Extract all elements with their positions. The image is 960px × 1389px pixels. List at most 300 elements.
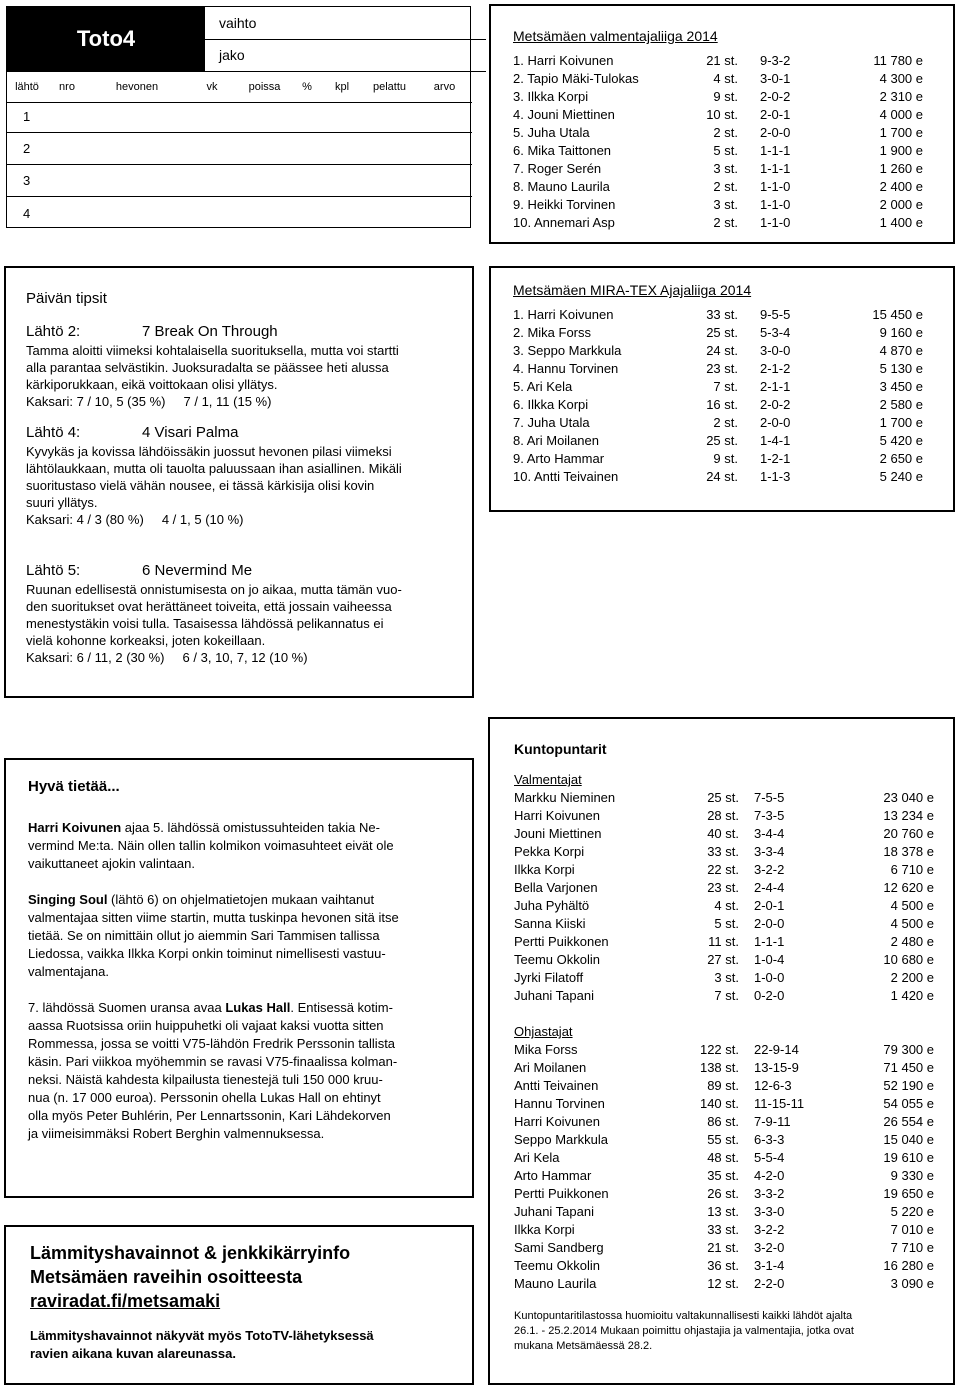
tip-text-line: Tamma aloitti viimeksi kohtalaisella suorituksella, mutta voi startti [26,343,399,358]
horse-name-bold: Harri Koivunen [28,820,122,835]
starts-cell: 2 st. [713,179,738,194]
name-cell: Harri Koivunen [514,1114,600,1129]
table-row [514,807,953,825]
earnings-cell: 2 000 e [879,197,923,212]
table-row [514,861,953,879]
jako-label: jako [205,39,486,72]
text-line: valmentajana. [28,964,109,979]
earnings-cell: 1 260 e [879,161,923,176]
name-cell: 9. Heikki Torvinen [513,197,616,212]
text-line: Liedossa, vaikka Ilkka Korpi onkin toiminut nimellisesti vastuu- [28,946,386,961]
race-label: Lähtö 5: [26,562,81,579]
record-cell: 2-0-2 [760,397,791,412]
footnote-line: Kuntopuntaritilastossa huomioitu valtakunnallisesti kaikki lähdöt ajalta [514,1310,853,1322]
hyva-paragraph [28,819,464,873]
text-line: (lähtö 6) on ohjelmatietojen mukaan vaihtanut [107,892,375,907]
name-cell: 4. Hannu Torvinen [513,361,619,376]
record-cell: 1-1-1 [760,143,791,158]
starts-cell: 3 st. [713,161,738,176]
starts-cell: 5 st. [713,143,738,158]
record-cell: 2-0-0 [760,125,791,140]
toto4-column-headers [7,71,472,103]
record-cell: 2-1-1 [760,379,791,394]
name-cell: Harri Koivunen [514,808,600,823]
table-row [513,360,953,378]
record-cell: 2-2-0 [754,1276,785,1291]
record-cell: 3-0-1 [760,71,791,86]
record-cell: 0-2-0 [754,988,785,1003]
tips-races [26,323,472,666]
name-cell: Markku Nieminen [514,790,616,805]
table-row [514,1113,953,1131]
valmentajat-table [514,789,953,1005]
starts-cell: 21 st. [706,53,738,68]
tip-text-line: den suoritukset ovat herättäneet toiveita, että jossain vaiheessa [26,599,392,614]
text-line: olla myös Peter Buhlérin, Per Lennartssonin, Kari Lähdekorven [28,1108,391,1123]
race-label: Lähtö 2: [26,323,81,340]
table-row [514,1257,953,1275]
name-cell: Hannu Torvinen [514,1096,605,1111]
name-cell: 6. Ilkka Korpi [513,397,589,412]
record-cell: 9-3-2 [760,53,791,68]
table-row [514,843,953,861]
table-row [514,1239,953,1257]
lammitys-heading: Lämmityshavainnot & jenkkikärryinfo [30,1243,351,1263]
ajajaliiga-panel [489,266,955,512]
starts-cell: 33 st. [707,844,739,859]
valmentajaliiga-title: Metsämäen valmentajaliiga 2014 [513,28,718,44]
table-row [514,1059,953,1077]
record-cell: 7-9-11 [754,1114,791,1129]
table-row [514,897,953,915]
tip-text-line: Kyvykäs ja kovissa lähdöissäkin juossut hevonen pilasi viimeksi [26,444,392,459]
earnings-cell: 1 420 e [890,988,934,1003]
table-row [514,825,953,843]
name-cell: Pertti Puikkonen [514,1186,609,1201]
table-row [514,1275,953,1293]
table-row [513,160,953,178]
earnings-cell: 5 130 e [879,361,923,376]
starts-cell: 24 st. [706,469,738,484]
kunto-footnote [514,1309,953,1354]
starts-cell: 3 st. [713,197,738,212]
name-cell: Pertti Puikkonen [514,934,609,949]
lammitys-note: Lämmityshavainnot näkyvät myös TotoTV-lähetyksessä [30,1328,374,1343]
earnings-cell: 1 900 e [879,143,923,158]
name-cell: Ari Moilanen [514,1060,587,1075]
column-header: kpl [334,81,350,93]
record-cell: 1-1-1 [760,161,791,176]
tips-panel [4,266,474,698]
name-cell: 5. Juha Utala [513,125,590,140]
tip-text-line: vielä kohonne korkeaksi, joten kokeillaan. [26,633,266,648]
record-cell: 1-0-4 [754,952,785,967]
name-cell: 7. Roger Serén [513,161,602,176]
tip-text-line: menestystäkin voisi tulla. Tasaisessa lähdössä pelikannatus ei [26,616,384,631]
earnings-cell: 7 710 e [890,1240,934,1255]
name-cell: 10. Annemari Asp [513,215,615,230]
starts-cell: 40 st. [707,826,739,841]
table-row [514,933,953,951]
table-row [514,1167,953,1185]
record-cell: 1-1-1 [754,934,785,949]
kaksari-line: Kaksari: 6 / 11, 2 (30 %) 6 / 3, 10, 7, 12 (10 %) [26,650,308,665]
starts-cell: 11 st. [708,934,739,949]
earnings-cell: 20 760 e [883,826,934,841]
starts-cell: 27 st. [707,952,739,967]
text-line: . Entisessä kotim- [290,1000,393,1015]
name-cell: Antti Teivainen [514,1078,599,1093]
starts-cell: 36 st. [707,1258,739,1273]
record-cell: 3-1-4 [754,1258,785,1273]
earnings-cell: 26 554 e [883,1114,934,1129]
column-header: pelattu [372,81,407,93]
table-row [513,106,953,124]
kaksari-line: Kaksari: 4 / 3 (80 %) 4 / 1, 5 (10 %) [26,512,244,527]
table-row [514,1203,953,1221]
name-cell: 7. Juha Utala [513,415,590,430]
table-row [514,1185,953,1203]
earnings-cell: 11 780 e [873,53,923,68]
table-row [514,879,953,897]
record-cell: 3-2-2 [754,862,785,877]
name-cell: 1. Harri Koivunen [513,53,614,68]
name-cell: 2. Mika Forss [513,325,592,340]
race-row[interactable]: 4 [23,205,31,221]
earnings-cell: 23 040 e [883,790,934,805]
table-row [514,1095,953,1113]
earnings-cell: 15 040 e [883,1132,934,1147]
table-row [514,1221,953,1239]
starts-cell: 4 st. [714,898,739,913]
name-cell: 3. Ilkka Korpi [513,89,589,104]
starts-cell: 9 st. [713,89,738,104]
starts-cell: 89 st. [707,1078,739,1093]
earnings-cell: 2 650 e [879,451,923,466]
record-cell: 3-3-2 [754,1186,785,1201]
starts-cell: 122 st. [699,1042,739,1057]
raviradat-link[interactable]: raviradat.fi/metsamaki [30,1291,221,1311]
earnings-cell: 6 710 e [890,862,934,877]
table-row [514,1131,953,1149]
table-row [513,432,953,450]
tip-race-heading [26,424,472,441]
hyva-tietaa-panel [4,758,474,1198]
name-cell: 2. Tapio Mäki-Tulokas [513,71,639,86]
earnings-cell: 4 870 e [879,343,923,358]
earnings-cell: 2 310 e [879,89,923,104]
tip-text-line: lähtölaukkaan, mutta oli tauolta paluussaan ihan asiallinen. Mikäli [26,461,402,476]
toto4-title: Toto4 [7,7,205,71]
starts-cell: 10 st. [706,107,738,122]
record-cell: 4-2-0 [754,1168,785,1183]
column-header: vk [206,81,218,93]
text-line: 7. lähdössä Suomen uransa avaa [28,1000,226,1015]
text-line: ja viimeisimmäksi Robert Berghin valmennuksessa. [28,1126,325,1141]
footnote-line: mukana Metsämäessä 28.2. [514,1340,653,1352]
record-cell: 2-0-1 [760,107,791,122]
lammitys-heading: Metsämäen raveihin osoitteesta [30,1267,303,1287]
name-cell: Juhani Tapani [514,1204,594,1219]
name-cell: Ilkka Korpi [514,862,575,877]
ajajaliiga-table [513,306,953,486]
tip-text-line: alla parantaa selvästikin. Juoksuradalta se päässee heti alussa [26,360,389,375]
starts-cell: 16 st. [706,397,738,412]
earnings-cell: 3 090 e [890,1276,934,1291]
starts-cell: 86 st. [707,1114,739,1129]
table-row [514,915,953,933]
name-cell: 10. Antti Teivainen [513,469,619,484]
record-cell: 3-0-0 [760,343,791,358]
name-cell: Teemu Okkolin [514,952,600,967]
table-row [514,1149,953,1167]
table-row [514,969,953,987]
horse-name-bold: Singing Soul [28,892,108,907]
tip-text-line: Ruunan edellisestä onnistumisesta on jo aikaa, mutta tämän vuo- [26,582,402,597]
starts-cell: 7 st. [713,379,738,394]
earnings-cell: 7 010 e [890,1222,934,1237]
starts-cell: 9 st. [713,451,738,466]
earnings-cell: 19 650 e [883,1186,934,1201]
starts-cell: 138 st. [699,1060,739,1075]
starts-cell: 21 st. [707,1240,739,1255]
name-cell: Sami Sandberg [514,1240,604,1255]
footnote-line: 26.1. - 25.2.2014 Mukaan poimittu ohjastajia ja valmentajia, jotka ovat [514,1325,854,1337]
table-row [513,378,953,396]
tip-text-line: suuri yllätys. [26,495,98,510]
earnings-cell: 4 500 e [890,898,934,913]
record-cell: 3-2-2 [754,1222,785,1237]
starts-cell: 24 st. [706,343,738,358]
record-cell: 7-5-5 [754,790,785,805]
column-header: lähtö [15,81,39,93]
record-cell: 9-5-5 [760,307,791,322]
starts-cell: 25 st. [707,790,739,805]
text-line: aassa Ruotsissa oriin huippuhetki oli vajaat kaksi vuotta sitten [28,1018,384,1033]
lammitys-panel [4,1225,474,1385]
name-cell: 4. Jouni Miettinen [513,107,615,122]
name-cell: 3. Seppo Markkula [513,343,622,358]
name-cell: 8. Mauno Laurila [513,179,610,194]
starts-cell: 35 st. [707,1168,739,1183]
tip-horse-name: 6 Nevermind Me [142,562,253,579]
tip-horse-name: 7 Break On Through [142,323,278,340]
table-row [513,70,953,88]
starts-cell: 55 st. [707,1132,739,1147]
record-cell: 2-0-1 [754,898,785,913]
table-row [513,124,953,142]
valmentajaliiga-panel [489,4,955,244]
record-cell: 1-4-1 [760,433,791,448]
starts-cell: 140 st. [699,1096,739,1111]
race-row[interactable]: 2 [7,133,472,165]
column-header: poissa [248,81,281,93]
tip-race-heading [26,323,472,340]
race-row[interactable]: 3 [7,165,472,197]
earnings-cell: 5 420 e [879,433,923,448]
kaksari-line: Kaksari: 7 / 10, 5 (35 %) 7 / 1, 11 (15 %) [26,394,272,409]
ohjastajat-table [514,1041,953,1293]
name-cell: 5. Ari Kela [513,379,573,394]
name-cell: Juha Pyhältö [514,898,590,913]
text-line: ajaa 5. lähdössä omistussuhteiden takia Ne- [121,820,380,835]
toto4-form [6,6,471,228]
table-row [513,196,953,214]
earnings-cell: 3 450 e [879,379,923,394]
earnings-cell: 13 234 e [883,808,934,823]
table-row [513,324,953,342]
starts-cell: 22 st. [707,862,739,877]
table-row [513,52,953,70]
record-cell: 1-1-0 [760,197,791,212]
starts-cell: 23 st. [706,361,738,376]
table-row [513,142,953,160]
record-cell: 1-2-1 [760,451,791,466]
table-row [514,1077,953,1095]
record-cell: 5-3-4 [760,325,791,340]
record-cell: 22-9-14 [754,1042,799,1057]
table-row [513,468,953,486]
earnings-cell: 2 480 e [890,934,934,949]
record-cell: 1-1-3 [760,469,791,484]
race-row[interactable]: 1 [7,101,472,133]
table-row [513,414,953,432]
earnings-cell: 4 000 e [879,107,923,122]
record-cell: 3-2-0 [754,1240,785,1255]
tip-text-line: kärkiporukkaan, eikä voittokaan olisi yllätys. [26,377,278,392]
table-row [513,396,953,414]
starts-cell: 25 st. [706,433,738,448]
name-cell: Ari Kela [514,1150,560,1165]
ohjastajat-subtitle: Ohjastajat [514,1024,573,1039]
starts-cell: 25 st. [706,325,738,340]
hyva-body [28,819,464,1143]
name-cell: Ilkka Korpi [514,1222,575,1237]
starts-cell: 2 st. [713,215,738,230]
record-cell: 5-5-4 [754,1150,785,1165]
table-row [514,951,953,969]
vaihto-label: vaihto [205,7,486,40]
record-cell: 1-1-0 [760,179,791,194]
earnings-cell: 4 500 e [890,916,934,931]
starts-cell: 33 st. [707,1222,739,1237]
starts-cell: 12 st. [707,1276,739,1291]
tip-text-line: suoritustaso vielä vähän nousee, ei tässä kärkisija olisi kovin [26,478,375,493]
name-cell: Bella Varjonen [514,880,598,895]
name-cell: 1. Harri Koivunen [513,307,614,322]
kunto-title: Kuntopuntarit [514,741,607,757]
table-row [513,178,953,196]
starts-cell: 48 st. [707,1150,739,1165]
record-cell: 1-0-0 [754,970,785,985]
record-cell: 1-1-0 [760,215,791,230]
column-header: % [302,81,312,93]
valmentajat-subtitle: Valmentajat [514,772,582,787]
text-line: vaikuttaneet ajokin valintaan. [28,856,195,871]
table-row [513,306,953,324]
table-row [513,214,953,232]
race-label: Lähtö 4: [26,424,81,441]
name-cell: Seppo Markkula [514,1132,608,1147]
table-row [514,789,953,807]
earnings-cell: 15 450 e [872,307,923,322]
name-cell: Teemu Okkolin [514,1258,600,1273]
earnings-cell: 2 200 e [890,970,934,985]
starts-cell: 2 st. [713,125,738,140]
record-cell: 7-3-5 [754,808,785,823]
starts-cell: 23 st. [707,880,739,895]
earnings-cell: 9 330 e [890,1168,934,1183]
earnings-cell: 79 300 e [883,1042,934,1057]
starts-cell: 13 st. [707,1204,739,1219]
record-cell: 3-4-4 [754,826,785,841]
hyva-paragraph [28,999,464,1143]
earnings-cell: 71 450 e [883,1060,934,1075]
name-cell: Mauno Laurila [514,1276,597,1291]
starts-cell: 2 st. [713,415,738,430]
horse-name-bold: Lukas Hall [225,1000,291,1015]
valmentajaliiga-table [513,52,953,232]
record-cell: 2-1-2 [760,361,791,376]
name-cell: 6. Mika Taittonen [513,143,612,158]
earnings-cell: 4 300 e [879,71,923,86]
text-line: Rommessa, jossa se voitti V75-lähdön Fredrik Perssonin tallista [28,1036,396,1051]
name-cell: Arto Hammar [514,1168,592,1183]
record-cell: 12-6-3 [754,1078,792,1093]
kuntopuntarit-panel [488,717,955,1385]
column-header: nro [59,81,75,93]
starts-cell: 3 st. [714,970,739,985]
record-cell: 2-0-0 [754,916,785,931]
record-cell: 2-4-4 [754,880,785,895]
lammitys-note: ravien aikana kuvan alareunassa. [30,1346,236,1361]
table-row [513,342,953,360]
record-cell: 2-0-2 [760,89,791,104]
earnings-cell: 5 240 e [879,469,923,484]
earnings-cell: 18 378 e [883,844,934,859]
earnings-cell: 5 220 e [890,1204,934,1219]
name-cell: Juhani Tapani [514,988,594,1003]
earnings-cell: 19 610 e [883,1150,934,1165]
starts-cell: 5 st. [714,916,739,931]
earnings-cell: 9 160 e [879,325,923,340]
hyva-title: Hyvä tietää... [28,778,120,795]
text-line: käsin. Pari viikkoa myöhemmin se ravasi V75-finaalissa kolman- [28,1054,398,1069]
starts-cell: 7 st. [714,988,739,1003]
earnings-cell: 2 400 e [879,179,923,194]
table-row [514,987,953,1005]
earnings-cell: 16 280 e [883,1258,934,1273]
column-header: hevonen [115,81,159,93]
starts-cell: 33 st. [706,307,738,322]
text-line: vermind Me:ta. Näin ollen tallin kolmikon voimasuhteet eivät ole [28,838,394,853]
tip-race-heading [26,562,472,579]
text-line: nua (n. 17 000 euroa). Perssonin ohella Lukas Hall on ehtinyt [28,1090,381,1105]
earnings-cell: 2 580 e [879,397,923,412]
column-header: arvo [433,81,456,93]
record-cell: 2-0-0 [760,415,791,430]
name-cell: Jouni Miettinen [514,826,602,841]
name-cell: Mika Forss [514,1042,578,1057]
starts-cell: 4 st. [713,71,738,86]
name-cell: 8. Ari Moilanen [513,433,599,448]
name-cell: 9. Arto Hammar [513,451,605,466]
record-cell: 3-3-4 [754,844,785,859]
table-row [514,1041,953,1059]
table-row [513,450,953,468]
record-cell: 6-3-3 [754,1132,785,1147]
record-cell: 3-3-0 [754,1204,785,1219]
